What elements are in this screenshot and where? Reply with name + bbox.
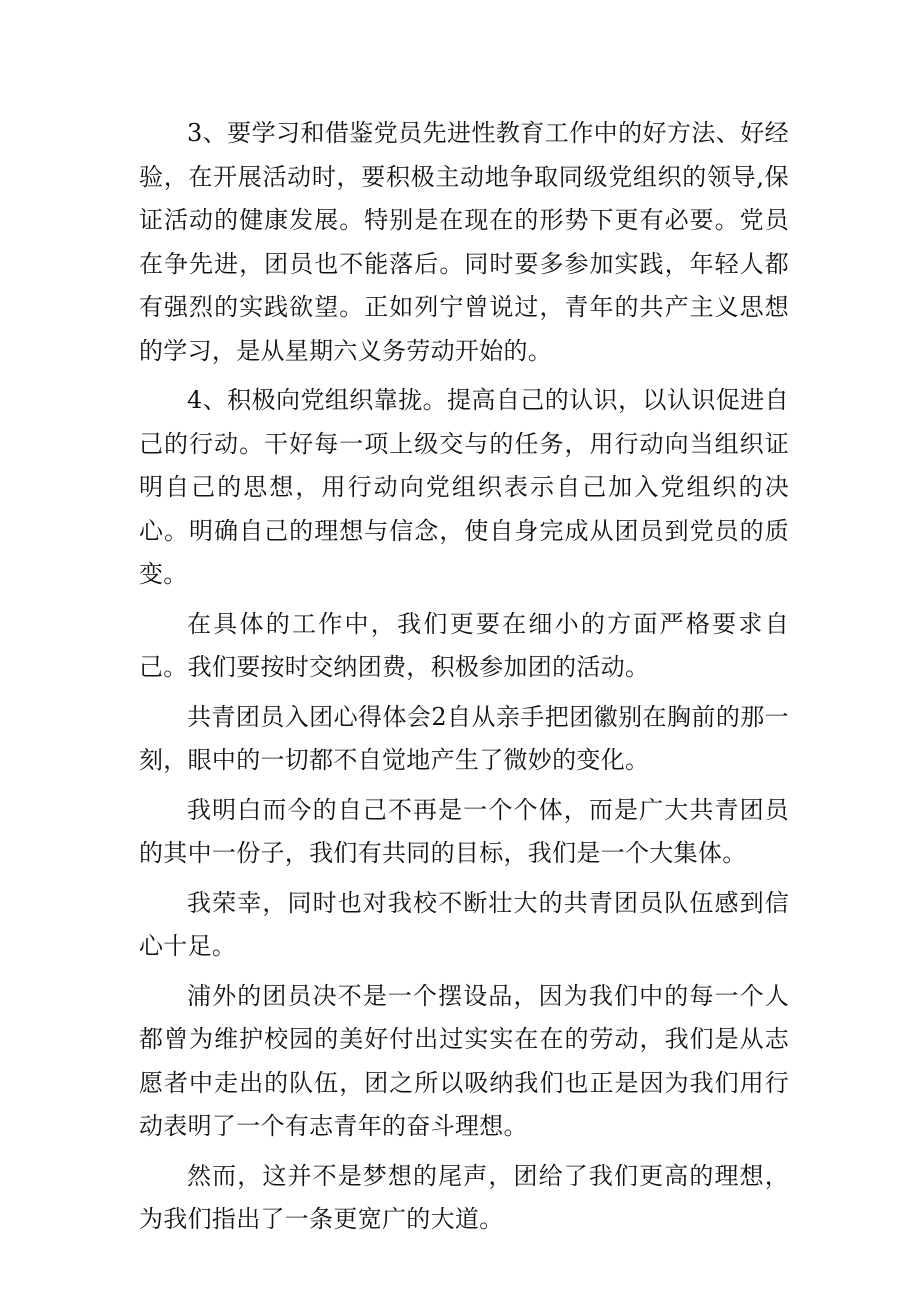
paragraph-5: [139, 789, 789, 876]
paragraph-3: [139, 603, 789, 690]
paragraph-8: [139, 1155, 789, 1242]
text-line: 我荣幸，同时也对我校不断壮大的共青团员队伍感到信心十: [139, 888, 789, 960]
text-line: 的思想，用行动向党组织表示自己加入党组织的决心。明确自己: [139, 473, 789, 545]
text-line: 们指出了一条更宽广的大道。: [187, 1205, 504, 1233]
paragraph-6: [139, 882, 789, 969]
text-line: 们要按时交纳团费，积极参加团的活动。: [211, 653, 650, 681]
text-line: 的健康发展。特别是在现在的形势下更有必要。党员在争先进，: [139, 206, 789, 278]
document-body: [139, 112, 789, 1248]
text-line: 3、要学习和借鉴党员先进性教育工作中的好方法、好经验，: [139, 119, 789, 191]
text-line: 团员也不能落后。同时要多参加实践，年轻人都有强烈的实践欲: [139, 249, 789, 321]
text-line: 浦外的团员决不是一个摆设品，因为我们中的每一个人都曾: [139, 981, 789, 1053]
text-line: 共青团员入团心得体会2自从亲手把团徽别在胸前的那一: [187, 702, 789, 731]
paragraph-1: [139, 112, 789, 373]
text-line: 有志青年的奋斗理想。: [284, 1112, 528, 1140]
text-line: 在具体的工作中，我们更要在细小的方面严格要求自己。我: [139, 609, 789, 681]
text-line: 中一份子，我们有共同的目标，我们是一个大集体。: [187, 839, 747, 867]
text-line: 出的队伍，团之所以吸纳我们也正是因为我们用行动表明了一个: [139, 1068, 790, 1140]
text-line: 在开展活动时，要积极主动地争取同级党组织的领导,保证活动: [139, 162, 789, 234]
text-line: 刻，眼中的一切都不自觉地产生了微妙的变化。: [139, 746, 650, 774]
text-line: 的理想与信念，使自身完成从团员到党员的质变。: [139, 516, 789, 588]
text-line: 望。正如列宁曾说过，青年的共产主义思想的学习，是从星期六: [139, 293, 789, 365]
text-line: 义务劳动开始的。: [357, 336, 553, 365]
paragraph-4: [139, 696, 789, 783]
text-line: 足。: [187, 932, 237, 960]
text-line: 为维护校园的美好付出过实实在在的劳动，我们是从志愿者中走: [139, 1025, 789, 1097]
paragraph-7: [139, 975, 789, 1149]
paragraph-2: [139, 379, 789, 597]
text-line: 4、积极向党组织靠拢。提高自己的认识，以认识促进自己: [139, 386, 789, 458]
text-line: 的行动。干好每一项上级交与的任务，用行动向当组织证明自己: [139, 429, 789, 501]
text-line: 我明白而今的自己不再是一个个体，而是广大共青团员的其: [139, 795, 789, 867]
text-line: 然而，这并不是梦想的尾声，团给了我们更高的理想，为我: [139, 1161, 789, 1233]
